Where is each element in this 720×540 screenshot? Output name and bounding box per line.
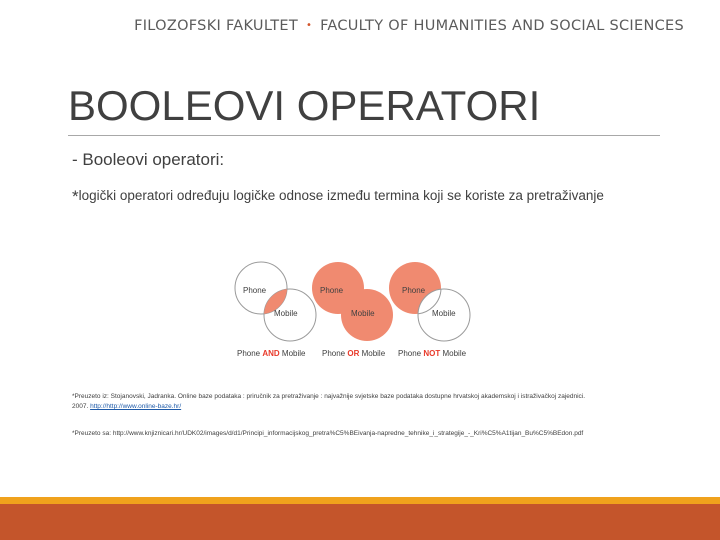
venn-not-caption-left: Phone	[398, 349, 424, 358]
faculty-logo	[134, 18, 684, 34]
faculty-name-english: FACULTY OF HUMANITIES AND SOCIAL SCIENCES	[320, 18, 684, 34]
bullet-booleovi-operatori: - Booleovi operatori:	[72, 150, 225, 169]
venn-or-caption-left: Phone	[322, 349, 348, 358]
venn-not-label-mobile: Mobile	[432, 309, 456, 318]
faculty-name-croatian: FILOZOFSKI FAKULTET	[134, 18, 299, 34]
venn-not-label-phone: Phone	[402, 286, 426, 295]
venn-and-caption-right: Mobile	[279, 349, 306, 358]
venn-or-label-phone: Phone	[320, 286, 344, 295]
venn-and-operator: AND	[262, 349, 280, 358]
venn-or-operator: OR	[347, 349, 360, 358]
venn-or-caption	[322, 349, 386, 358]
logo-separator-dot: •	[305, 20, 313, 31]
venn-and-caption-left: Phone	[237, 349, 263, 358]
venn-not-operator: NOT	[423, 349, 441, 358]
venn-or-caption-right: Mobile	[359, 349, 386, 358]
venn-and-diagram	[235, 262, 316, 358]
footnote-1-line-2	[72, 402, 585, 412]
bullet-definition	[72, 187, 604, 207]
footnote-source-1	[72, 392, 585, 412]
venn-and-caption	[237, 349, 306, 358]
boolean-venn-diagrams	[232, 244, 472, 364]
slide-title: BOOLEOVI OPERATORI	[68, 82, 541, 129]
venn-not-caption	[398, 349, 467, 358]
footnote-star: *	[72, 187, 79, 206]
footnote-1-line-1: *Preuzeto iz: Stojanovski, Jadranka. Online baze podataka : priručnik za pretraživanje : najvažnije svjetske baze podataka dostupne hrvatskoj akademskoj i istraživačkoj zajednici.	[72, 393, 586, 400]
footnote-1-year: 2007.	[72, 403, 91, 410]
footer-accent-bar	[0, 497, 720, 504]
venn-not-caption-right: Mobile	[440, 349, 467, 358]
venn-and-label-mobile: Mobile	[274, 309, 298, 318]
title-divider	[68, 135, 660, 136]
venn-not-diagram	[389, 262, 470, 358]
definition-text: logički operatori određuju logičke odnose između termina koji se koriste za pretraživanje	[78, 188, 604, 203]
venn-or-diagram	[312, 262, 393, 358]
venn-and-label-phone: Phone	[243, 286, 267, 295]
footnote-source-2: *Preuzeto sa: http://www.knjiznicari.hr/UDK02/images/d/d1/Principi_informacijskog_pretra%C5%BEivanja-napredne_tehnike_i_strategije_-_Kri%C5%A1tijan_Bu%C5%BEdon.pdf	[72, 430, 584, 437]
venn-or-label-mobile: Mobile	[351, 309, 375, 318]
footer-bar	[0, 504, 720, 540]
footnote-1-link[interactable]: http://http://www.online-baze.hr/	[90, 403, 182, 410]
